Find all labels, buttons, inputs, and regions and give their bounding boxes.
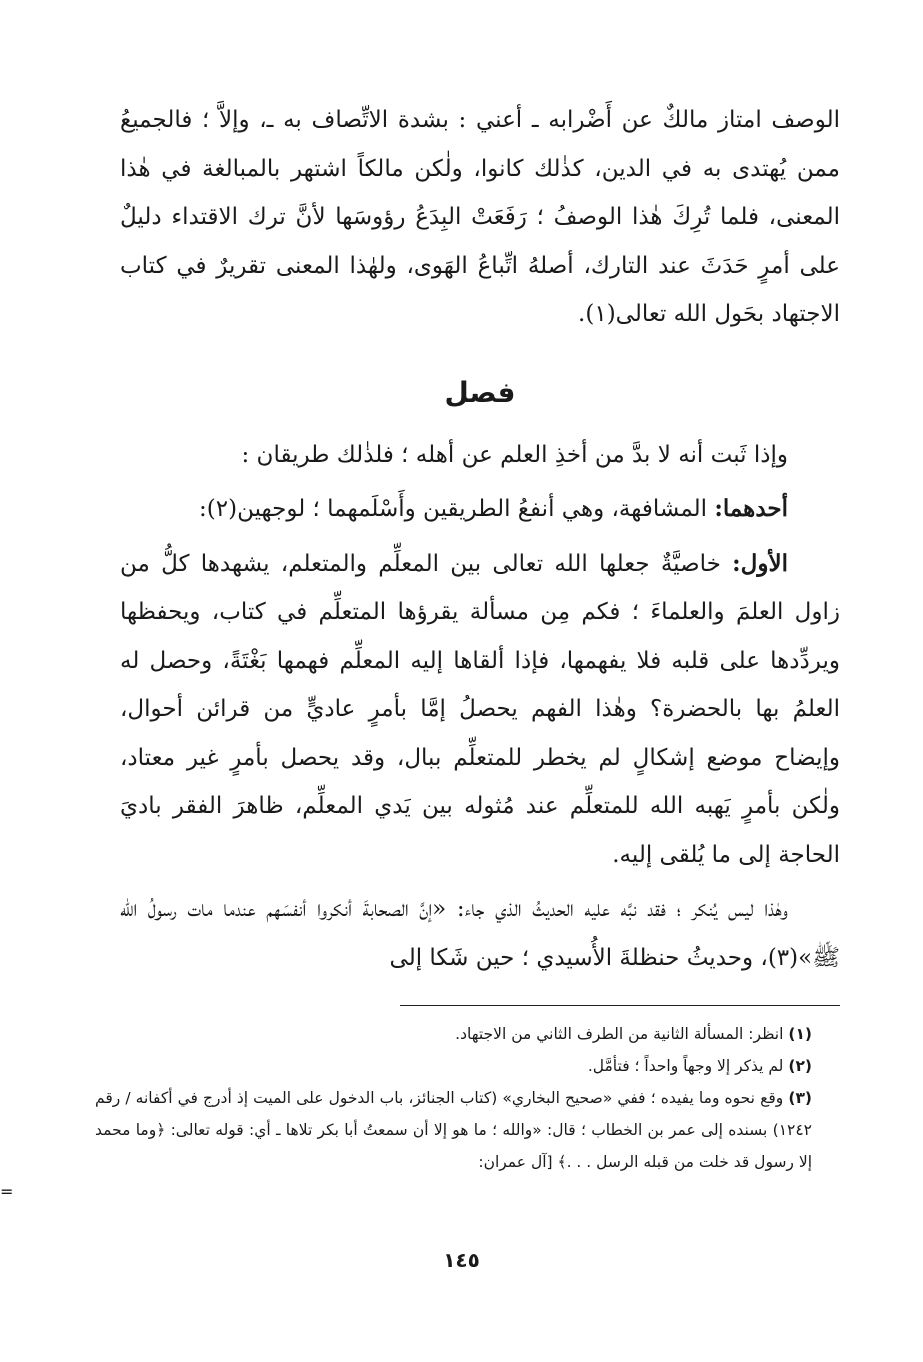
footnote-2-text: لم يذكر إلا وجهاً واحداً ؛ فتأمَّل. xyxy=(587,1057,789,1075)
section-heading: فصل xyxy=(444,375,516,409)
footnote-3-number: (٣) xyxy=(788,1089,812,1107)
paragraph-3-text: المشافهة، وهي أنفعُ الطريقين وأَسْلَمهما ؛ لوجهين(٢): xyxy=(199,496,715,522)
paragraph-4-lead: الأول: xyxy=(732,549,788,577)
footnote-1 xyxy=(95,1018,840,1050)
footnote-3-text: وقع نحوه وما يفيده ؛ ففي «صحيح البخاري» (كتاب الجنائز، باب الدخول على الميت إذ أدرج في أكفانه / رقم ١٢٤٢) بسنده إلى عمر بن الخطاب ؛ قال: «والله ؛ ما هو إلا أن سمعتُ أبا بكر تلاها ـ أي: قوله تعالى: ﴿وما محمد إلا رسول قد خلت من قبله الرسل . . .﴾ [آل عمران: xyxy=(95,1089,812,1171)
footnote-2-number: (٢) xyxy=(788,1057,812,1075)
paragraph-2: وإذا ثَبت أنه لا بدَّ من أخذِ العلم عن أهله ؛ فلذٰلك طريقان : xyxy=(241,441,788,468)
footnote-divider xyxy=(400,1005,840,1006)
paragraph-5: وهٰذا ليس يُنكر ؛ فقد نبَّه عليه الحديثُ الذي جاء: «إنَّ الصحابةَ أنكروا أنفسَهم عندما مات رسولُ الله ﷺ»(٣)، وحديثُ حنظلةَ الأُسيدي ؛ حين شَكا إلى xyxy=(120,896,840,971)
paragraph-3 xyxy=(120,485,840,534)
footnote-1-text: انظر: المسألة الثانية من الطرف الثاني من الاجتهاد. xyxy=(455,1025,789,1043)
paragraph-4-text: خاصيَّةٌ جعلها الله تعالى بين المعلِّم والمتعلم، يشهدها كلُّ من زاول العلمَ والعلماءَ ؛ فكم مِن مسألة يقرؤها المتعلِّم في كتاب، ويحفظها ويردِّدها على قلبه فلا يفهمها، فإذا ألقاها إليه المعلِّم فهمها بَغْتَةً، وحصل له العلمُ بها بالحضرة؟ وهٰذا الفهم يحصلُ إمَّا بأمرٍ عاديٍّ من قرائن أحوال، وإيضاح موضع إشكالٍ لم يخطر للمتعلِّم ببال، وقد يحصل بأمرٍ غير معتاد، ولٰكن بأمرٍ يَهبه الله للمتعلِّم عند مُثوله بين يَدي المعلِّم، ظاهرَ الفقر باديَ الحاجة إلى ما يُلقى إليه. xyxy=(120,550,840,868)
paragraph-3-lead: أحدهما: xyxy=(714,495,788,522)
footnote-3 xyxy=(95,1082,840,1178)
page-number: ١٤٥ xyxy=(443,1248,480,1272)
main-text xyxy=(120,96,840,982)
footnote-2 xyxy=(95,1050,840,1082)
footnote-1-number: (١) xyxy=(788,1025,812,1043)
paragraph-4 xyxy=(120,540,840,880)
paragraph-1: الوصف امتاز مالكٌ عن أَضْرابه ـ أعني : بشدة الاتِّصاف به ـ، وإلاَّ ؛ فالجميعُ ممن يُهتدى به في الدين، كذٰلك كانوا، ولٰكن مالكاً اشتهر بالمبالغة في هٰذا المعنى، فلما تُرِكَ هٰذا الوصفُ ؛ رَفَعَتْ البِدَعُ رؤوسَها لأنَّ ترك الاقتداء دليلٌ على أمرٍ حَدَثَ عند التارك، أصلهُ اتِّباعُ الهَوى، ولهٰذا المعنى تقريرٌ في كتاب الاجتهاد بحَول الله تعالى(١). xyxy=(120,107,840,327)
footnotes xyxy=(95,1018,840,1178)
footnote-continuation-mark: = xyxy=(0,1182,14,1201)
